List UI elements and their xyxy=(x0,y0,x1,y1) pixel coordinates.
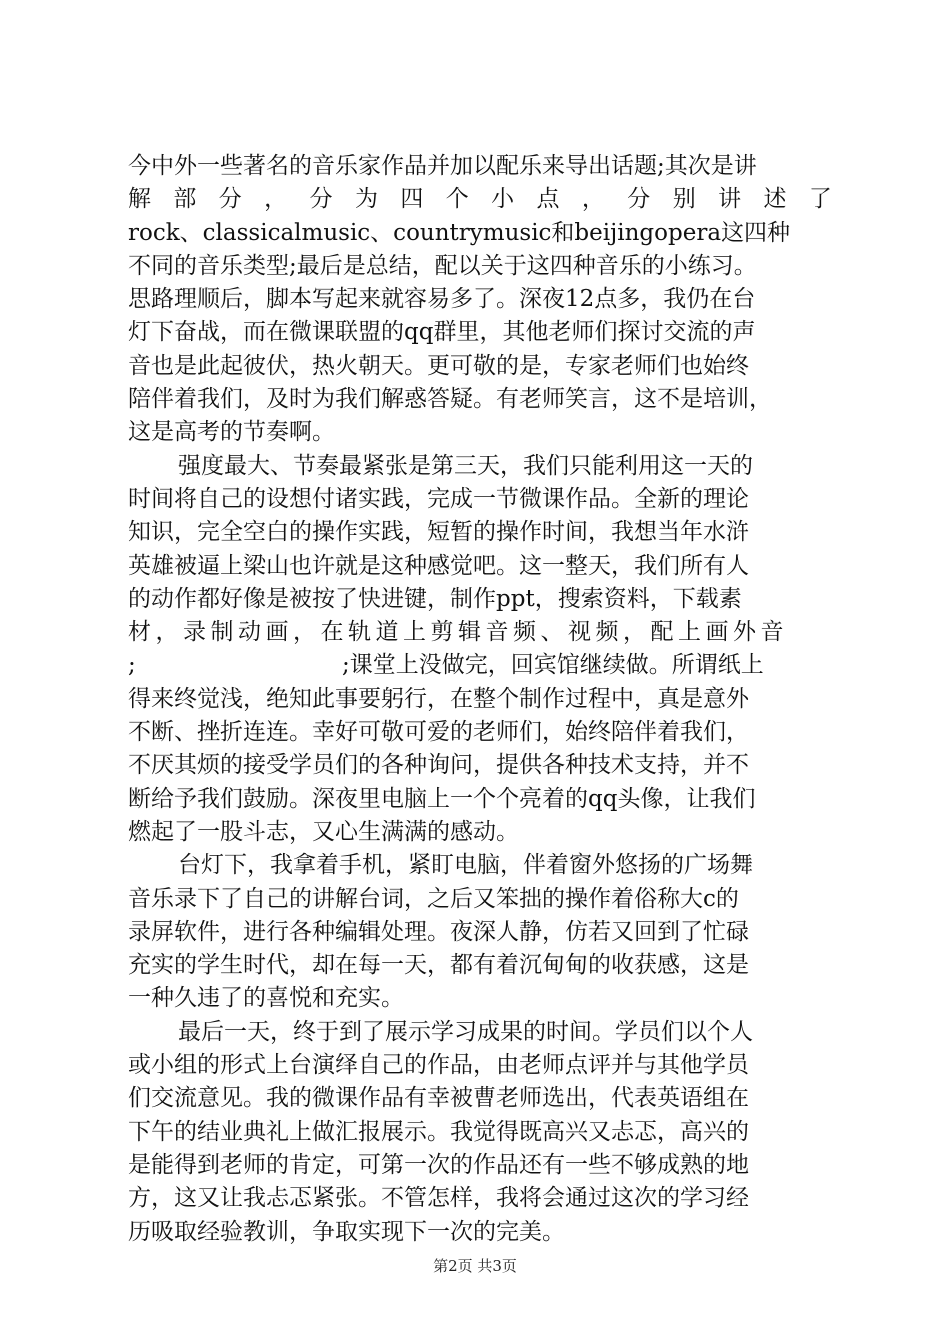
body-text xyxy=(128,150,832,1249)
text-line: 得来终觉浅，绝知此事要躬行，在整个制作过程中，真是意外 xyxy=(128,685,749,712)
text-line: 英雄被逼上梁山也许就是这种感觉吧。这一整天，我们所有人 xyxy=(128,552,749,579)
text-char: ， xyxy=(264,186,288,213)
text-line: 材，录制动画，在轨道上剪辑音频、视频，配上画外音 xyxy=(128,619,788,646)
text-line: 强度最大、节奏最紧张是第三天，我们只能利用这一天的 xyxy=(178,452,753,479)
text-line: 录屏软件，进行各种编辑处理。夜深人静，仿若又回到了忙碌 xyxy=(128,918,749,945)
text-char: 分 xyxy=(309,186,333,213)
text-char: 述 xyxy=(763,186,787,213)
text-char: 小 xyxy=(491,186,515,213)
text-line: 这是高考的节奏啊。 xyxy=(128,419,335,446)
text-line: 一种久违了的喜悦和充实。 xyxy=(128,985,404,1012)
text-line: 方，这又让我忐忑紧张。不管怎样，我将会通过这次的学习经 xyxy=(128,1185,749,1212)
text-line-with-gap xyxy=(128,649,832,682)
text-line: 们交流意见。我的微课作品有幸被曹老师选出，代表英语组在 xyxy=(128,1085,749,1112)
text-line: 音乐录下了自己的讲解台词，之后又笨拙的操作着俗称大c的 xyxy=(128,885,739,912)
text-char: 点 xyxy=(536,186,560,213)
text-char: ， xyxy=(581,186,605,213)
text-line: 断给予我们鼓励。深夜里电脑上一个个亮着的qq头像，让我们 xyxy=(128,785,756,812)
text-line: 最后一天，终于到了展示学习成果的时间。学员们以个人 xyxy=(178,1018,753,1045)
text-line: 知识，完全空白的操作实践，短暂的操作时间，我想当年水浒 xyxy=(128,519,749,546)
page-footer: 第2页 共3页 xyxy=(433,1257,517,1275)
text-line: 陪伴着我们，及时为我们解惑答疑。有老师笑言，这不是培训， xyxy=(128,386,772,413)
text-line: 台灯下，我拿着手机，紧盯电脑，伴着窗外悠扬的广场舞 xyxy=(178,852,753,879)
text-line: 不断、挫折连连。幸好可敬可爱的老师们，始终陪伴着我们， xyxy=(128,719,749,746)
text-char: 解 xyxy=(128,186,151,213)
text-line: 充实的学生时代，却在每一天，都有着沉甸甸的收获感，这是 xyxy=(128,952,749,979)
text-line: 是能得到老师的肯定，可第一次的作品还有一些不够成熟的地 xyxy=(128,1151,749,1178)
text-line-justified xyxy=(128,183,832,216)
text-line: rock、classicalmusic、countrymusic和beijingopera这四种 xyxy=(128,219,791,246)
text-line: 灯下奋战，而在微课联盟的qq群里，其他老师们探讨交流的声 xyxy=(128,319,756,346)
text-char: 分 xyxy=(218,186,242,213)
text-line: 不厌其烦的接受学员们的各种询问，提供各种技术支持，并不 xyxy=(128,752,749,779)
text-line: 音也是此起彼伏，热火朝天。更可敬的是，专家老师们也始终 xyxy=(128,352,749,379)
text-line: 的动作都好像是被按了快进键，制作ppt，搜索资料，下载素 xyxy=(128,585,742,612)
text-line: 或小组的形式上台演绎自己的作品，由老师点评并与其他学员 xyxy=(128,1052,749,1079)
text-char: 了 xyxy=(808,186,832,213)
text-char: 分 xyxy=(627,186,651,213)
text-line: 时间将自己的设想付诸实践，完成一节微课作品。全新的理论 xyxy=(128,485,749,512)
text-line: 历吸取经验教训，争取实现下一次的完美。 xyxy=(128,1218,565,1245)
text-line: 今中外一些著名的音乐家作品并加以配乐来导出话题;其次是讲 xyxy=(128,153,757,179)
text-line: 燃起了一股斗志，又心生满满的感动。 xyxy=(128,818,519,845)
text-line: 不同的音乐类型;最后是总结，配以关于这四种音乐的小练习。 xyxy=(128,252,757,279)
text-line: 下午的结业典礼上做汇报展示。我觉得既高兴又忐忑，高兴的 xyxy=(128,1118,749,1145)
text-char: 部 xyxy=(173,186,197,213)
text-line: 思路理顺后，脚本写起来就容易多了。深夜12点多，我仍在台 xyxy=(128,286,756,313)
text-char: 个 xyxy=(445,186,469,213)
text-char: 四 xyxy=(400,186,424,213)
text-fragment: ; xyxy=(128,652,136,679)
text-char: 讲 xyxy=(718,186,742,213)
text-char: 别 xyxy=(672,186,696,213)
text-char: 为 xyxy=(354,186,378,213)
text-fragment: ;课堂上没做完，回宾馆继续做。所谓纸上 xyxy=(342,652,764,679)
